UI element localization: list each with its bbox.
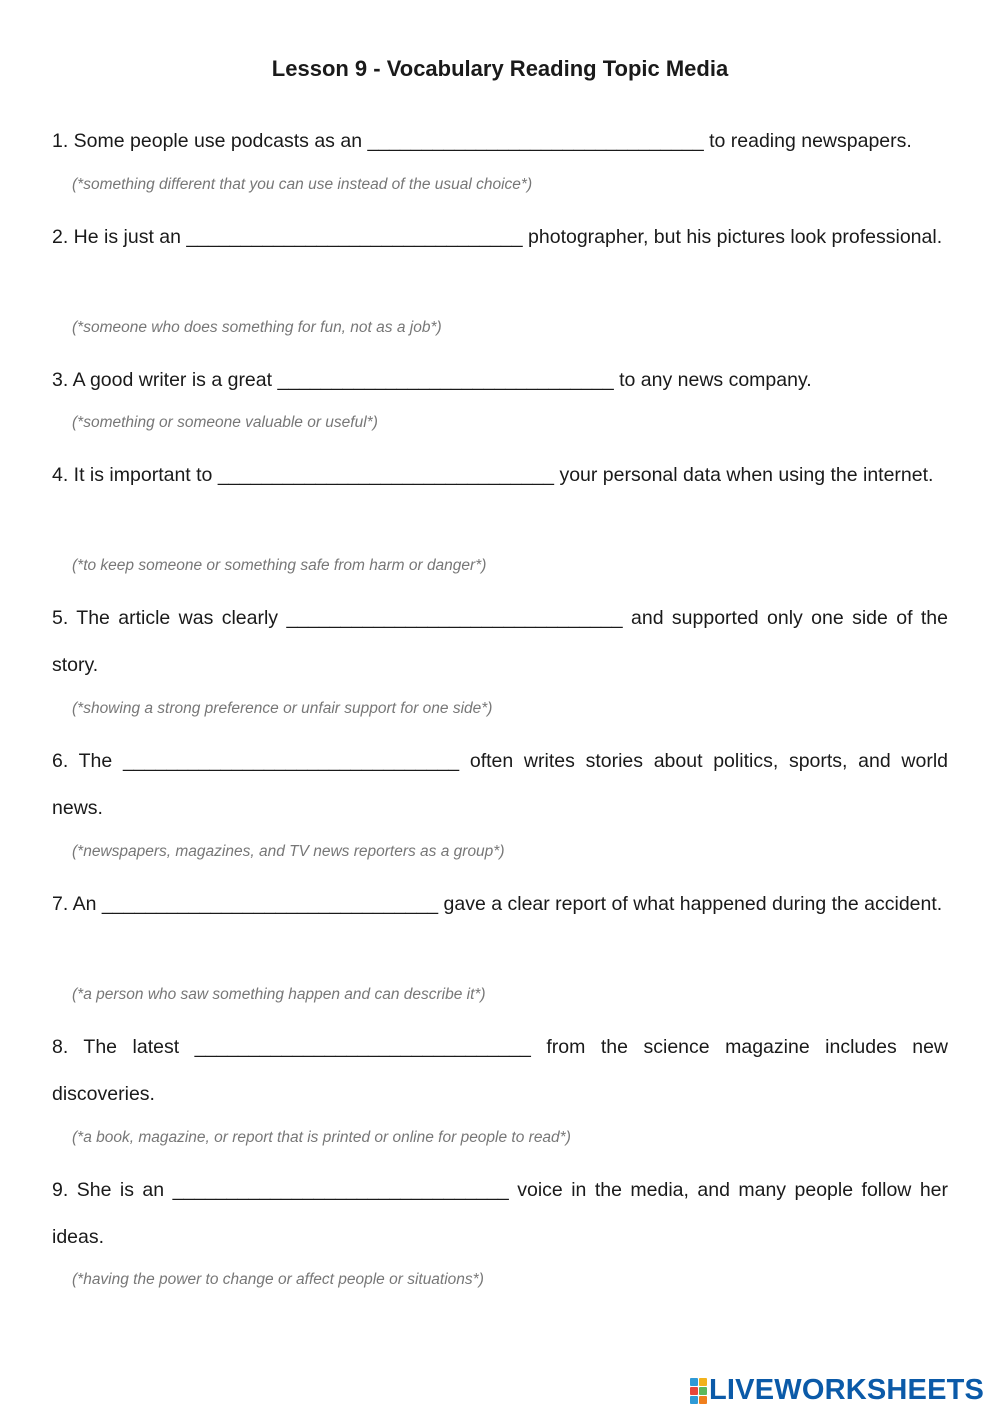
answer-blank[interactable]: _______________________________ (277, 369, 614, 391)
question-text-before: 7. An (52, 893, 97, 915)
question-7 (52, 881, 948, 928)
hint-1: (*something different that you can use instead of the usual choice*) (72, 176, 533, 193)
question-2 (52, 214, 948, 261)
question-9 (52, 1167, 948, 1261)
question-text-after: voice in the media, and many people follow her ideas. (52, 1179, 949, 1248)
question-text-after: photographer, but his pictures look professional. (528, 226, 943, 248)
hint-5: (*showing a strong preference or unfair support for one side*) (72, 700, 493, 717)
question-text-before: 8. The latest (52, 1036, 180, 1058)
answer-blank[interactable]: _______________________________ (286, 607, 623, 629)
hint-3: (*something or someone valuable or useful*) (72, 414, 378, 431)
question-text-after: from the science magazine includes new discoveries. (52, 1036, 948, 1105)
answer-blank[interactable]: _______________________________ (122, 750, 460, 772)
answer-blank[interactable]: _______________________________ (101, 893, 439, 915)
question-8 (52, 1024, 948, 1118)
hint-6: (*newspapers, magazines, and TV news reporters as a group*) (72, 843, 505, 860)
hint-2: (*someone who does something for fun, not as a job*) (72, 319, 442, 336)
answer-blank[interactable]: _______________________________ (367, 130, 704, 152)
answer-blank[interactable]: _______________________________ (217, 464, 555, 486)
question-text-after: your personal data when using the internet. (559, 464, 934, 486)
answer-blank[interactable]: _______________________________ (172, 1179, 509, 1201)
hint-9: (*having the power to change or affect people or situations*) (72, 1271, 484, 1288)
logo-text: LIVEWORKSHEETS (709, 1374, 985, 1406)
question-text-before: 4. It is important to (52, 464, 213, 486)
hint-8: (*a book, magazine, or report that is printed or online for people to read*) (72, 1129, 571, 1146)
logo-blocks-icon (690, 1378, 707, 1404)
hint-4: (*to keep someone or something safe from harm or danger*) (72, 557, 487, 574)
question-text-before: 9. She is an (52, 1179, 165, 1201)
question-text-before: 1. Some people use podcasts as an (52, 130, 363, 152)
liveworksheets-logo (690, 1374, 984, 1407)
answer-blank[interactable]: _______________________________ (194, 1036, 531, 1058)
question-3 (52, 357, 948, 404)
hint-7: (*a person who saw something happen and can describe it*) (72, 986, 486, 1003)
answer-blank[interactable]: _______________________________ (186, 226, 523, 248)
page-title: Lesson 9 - Vocabulary Reading Topic Media (271, 56, 729, 81)
question-5 (52, 595, 948, 689)
question-text-before: 6. The (52, 750, 113, 772)
question-text-before: 3. A good writer is a great (52, 369, 273, 391)
question-text-after: and supported only one side of the story. (52, 607, 948, 676)
question-text-before: 2. He is just an (52, 226, 181, 248)
question-6 (52, 738, 948, 832)
question-text-after: to reading newspapers. (709, 130, 912, 152)
question-1 (52, 118, 948, 165)
question-text-after: to any news company. (619, 369, 812, 391)
question-text-before: 5. The article was clearly (52, 607, 279, 629)
question-text-after: often writes stories about politics, sports, and world news. (52, 750, 949, 819)
question-4 (52, 452, 948, 499)
question-text-after: gave a clear report of what happened during the accident. (443, 893, 943, 915)
